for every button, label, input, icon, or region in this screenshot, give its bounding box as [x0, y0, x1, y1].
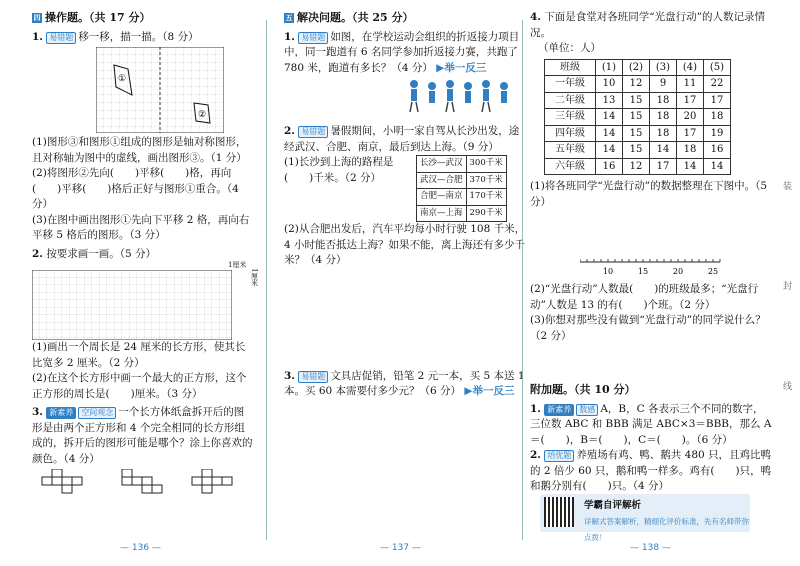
table-row: 长沙—武汉 300千米: [417, 156, 507, 173]
question-2: 2. 按要求画一画。（5 分）: [32, 247, 157, 260]
question-tag: 易错题: [298, 371, 328, 383]
section-header-four: [32, 10, 254, 26]
table-row: 四年级 14 15 18 17 19: [545, 125, 731, 142]
column-divider: [266, 20, 267, 540]
unit-label-horizontal: 1厘米: [228, 261, 247, 269]
question-1-sub-2: (2)将图形②先向( )平移( )格，再向( )平移( )格后正好与图形①重合。（4 分）: [32, 167, 239, 210]
question-tag: 易错题: [298, 32, 328, 44]
grid-figure-shift: [96, 47, 224, 133]
qr-title: 学霸自评解析: [584, 500, 642, 511]
question-tag: 新素养: [544, 404, 574, 416]
question-tag: 易错题: [46, 32, 76, 44]
qr-subtitle: 详解式答案解析，精细化评价标准，先有名师带你点拨！: [584, 517, 749, 542]
box-nets: [32, 469, 252, 499]
question-tag: 易错题: [298, 126, 328, 138]
section-title: 解决问题。（共 25 分）: [297, 11, 414, 24]
page-number: — 136 —: [120, 542, 161, 553]
binding-mark: 线: [782, 382, 792, 392]
table-row: 二年级 13 15 18 17 17: [545, 92, 731, 109]
grid-paper: [32, 270, 232, 340]
column-right: [526, 0, 800, 566]
axis-tick-label: 15: [637, 267, 649, 276]
question-2-sub-1: (1)画出一个周长是 24 厘米的长方形，使其长比宽多 2 厘米。（2 分）: [32, 341, 246, 369]
column-middle: [270, 0, 532, 566]
question-tag: 培优题: [544, 450, 574, 462]
question-2-sub-2: (2)从合肥出发后，汽车平均每小时行驶 108 千米，4 小时能否抵达上海？如果不能，离上海还有多少千米？（4 分）: [284, 223, 526, 266]
distance-table: [416, 155, 507, 222]
bonus-question-1: 1. 新素养 数感 A，B，C 各表示三个不同的数字，三位数 ABC 和 BBB 满足 ABC×3＝BBB，那么 A＝( )，B＝( )，C＝( )。（6 分）: [530, 402, 772, 446]
column-left: [0, 0, 262, 566]
practice-link[interactable]: ▶举一反三: [436, 61, 487, 74]
question-1-sub-1: (1)图形③和图形①组成的图形是轴对称图形，且对称轴为图中的虚线，画出图形③。（1 分）: [32, 136, 247, 164]
question-tag: 数感: [576, 404, 598, 416]
question-tag: 空间观念: [78, 407, 116, 419]
question-2: 2. 易错题 暑假期间，小明一家自驾从长沙出发，途经武汉、合肥、南京，最后到达上海。（9 分）: [284, 125, 520, 153]
dot-plot-axis: [580, 252, 780, 282]
table-row: 一年级 10 12 9 11 22: [545, 76, 731, 93]
shape-label-2: ②: [198, 110, 207, 120]
question-4: 4. 下面是食堂对各班同学“光盘行动”的人数记录情况。: [530, 11, 766, 39]
table-row: 五年级 14 15 14 18 16: [545, 142, 731, 159]
column-divider: [522, 20, 523, 540]
bonus-question-2: 2. 培优题 养殖场有鸡、鸭、鹅共 480 只，且鸡比鸭的 2 倍少 60 只，鹅和鸭一样多。鸡有( )只，鸭和鹅分别有( )只。（4 分）: [530, 449, 772, 492]
axis-tick-label: 20: [672, 267, 684, 276]
section-number-badge: 四: [33, 13, 41, 22]
question-tag: 新素养: [46, 407, 76, 419]
qr-banner[interactable]: [540, 494, 750, 542]
relay-runners-illustration: [404, 76, 514, 120]
table-row: 六年级 16 12 17 14 14: [545, 158, 731, 175]
table-header-row: 班级 (1) (2) (3) (4) (5): [545, 59, 731, 76]
page-number: — 138 —: [630, 542, 671, 553]
question-1: 1. 易错题 移一移，描一描。（8 分）: [32, 30, 199, 43]
question-3: 3. 易错题 文具店促销，铅笔 2 元一本，买 5 本送 1 本。买 60 本需要付多少元？（6 分） ▶举一反三: [284, 369, 525, 397]
unit-label-vertical: 1厘米: [250, 268, 259, 287]
table-row: 合肥—南京 170千米: [417, 189, 507, 206]
question-2-sub-2: (2)在这个长方形中画一个最大的正方形，这个正方形的周长是( )厘米。（3 分）: [32, 372, 247, 400]
axis-tick-label: 10: [602, 267, 614, 276]
section-title: 操作题。（共 17 分）: [45, 11, 151, 24]
shape-label-1: ①: [118, 74, 127, 84]
bonus-title: 附加题。（共 10 分）: [530, 383, 636, 396]
qr-code-icon: [544, 497, 574, 527]
question-3: 3. 新素养 空间观念 一个长方体纸盒拆开后的图形是由两个正方形和 4 个完全相同的长方形组成的，拆开后的图形可能是哪个？涂上你喜欢的颜色。（4 分）: [32, 406, 253, 465]
binding-mark: 装: [782, 182, 792, 192]
section-header-five: [284, 10, 528, 26]
axis-tick-label: 25: [707, 267, 719, 276]
clean-plate-table: [544, 59, 731, 176]
question-4-sub-1: (1)将各班同学“光盘行动”的数据整理在下图中。（5 分）: [530, 180, 768, 208]
question-1-sub-3: (3)在图中画出图形①先向下平移 2 格，再向右平移 5 格后的图形。（3 分）: [32, 213, 250, 241]
page-number: — 137 —: [380, 542, 421, 553]
table-row: 三年级 14 15 18 20 18: [545, 109, 731, 126]
table-row: 武汉—合肥 370千米: [417, 172, 507, 189]
binding-mark: 封: [782, 282, 792, 292]
table-unit: （单位：人）: [538, 42, 601, 54]
bonus-header: [530, 382, 772, 398]
question-1: 1. 易错题 如图，在学校运动会组织的折返接力项目中，同一跑道有 6 名同学参加折返接力赛，共跑了 780 米，跑道有多长？（4 分） ▶举一反三: [284, 30, 520, 74]
table-row: 南京—上海 290千米: [417, 205, 507, 222]
practice-link[interactable]: ▶举一反三: [464, 385, 515, 397]
section-number-badge: 五: [285, 13, 293, 22]
question-4-sub-3: (3)你想对那些没有做到“光盘行动”的同学说什么？（2 分）: [530, 314, 766, 342]
question-4-sub-2: (2)“光盘行动”人数最( )的班级最多；“光盘行动”人数是 13 的有( )个班。（2 分）: [530, 283, 759, 311]
question-2-sub-1: (1)长沙到上海的路程是( )千米。（2 分）: [284, 156, 394, 184]
